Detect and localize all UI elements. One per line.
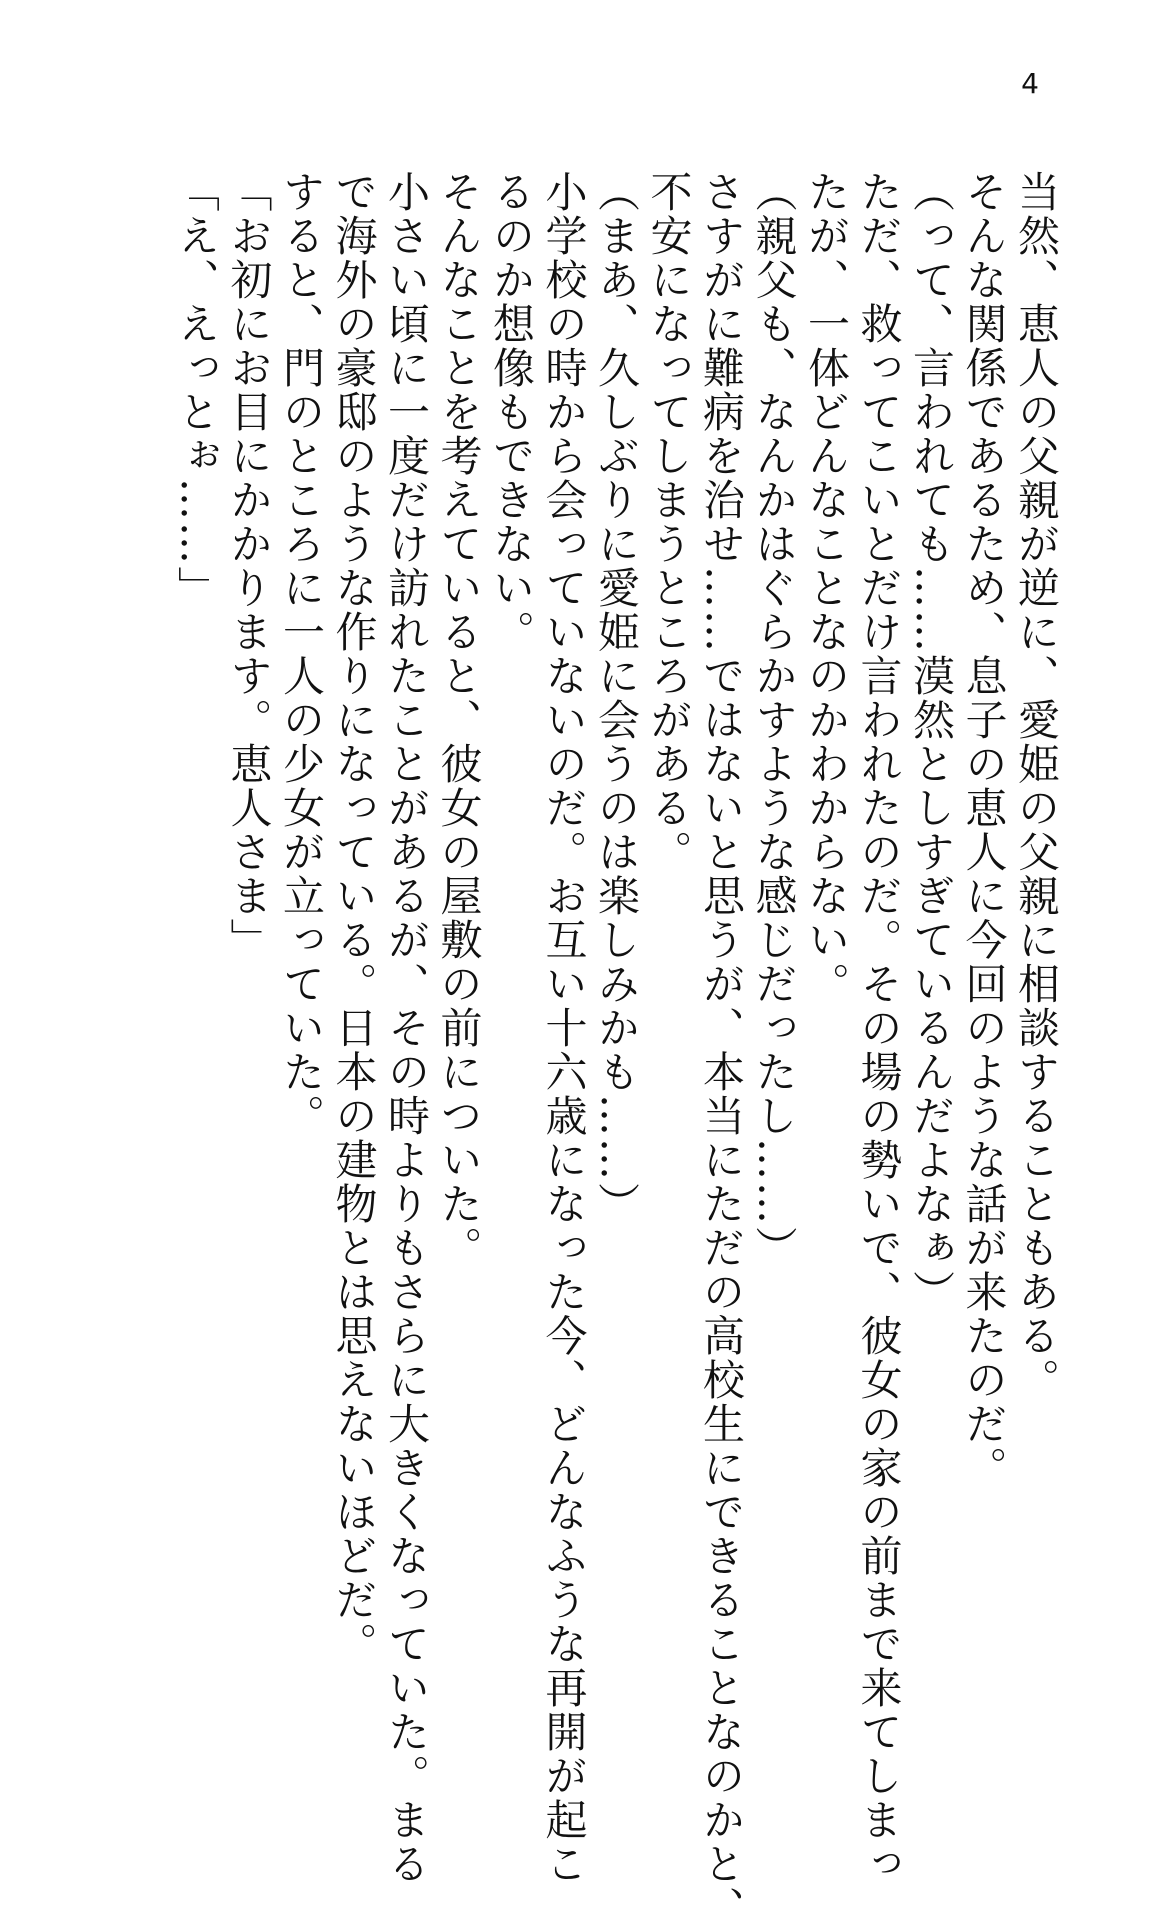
text-line: （親父も、なんかはぐらかすような感じだったし……） — [749, 170, 799, 1270]
text-line: そんな関係であるため、息子の恵人に今回のような話が来たのだ。 — [959, 170, 1009, 1490]
text-line: 「お初にお目にかかります。恵人さま」 — [224, 170, 274, 962]
text-line: 当然、恵人の父親が逆に、愛姫の父親に相談することもある。 — [1012, 170, 1061, 1402]
text-line: ただ、救ってこいとだけ言われたのだ。その場の勢いで、彼女の家の前まで来てしまっ — [854, 170, 904, 1886]
text-line: 小学校の時から会っていないのだ。お互い十六歳になった今、どんなふうな再開が起こ — [539, 170, 589, 1886]
text-line: （って、言われても……漠然としすぎているんだよなぁ） — [907, 170, 956, 1314]
text-line: るのか想像もできない。 — [487, 170, 536, 654]
text-line: （まあ、久しぶりに愛姫に会うのは楽しみかも……） — [592, 170, 641, 1226]
text-line: 不安になってしまうところがある。 — [644, 170, 694, 874]
page-number: 4 — [1021, 67, 1039, 100]
text-line: たが、一体どんなことなのかわからない。 — [802, 170, 851, 1006]
novel-body-text — [170, 170, 1063, 1930]
text-line: さすがに難病を治せ……ではないと思うが、本当にただの高校生にできることなのかと、 — [697, 170, 746, 1930]
text-line: そんなことを考えていると、彼女の屋敷の前についた。 — [434, 170, 484, 1270]
text-line: すると、門のところに一人の少女が立っていた。 — [277, 170, 326, 1138]
text-line: 小さい頃に一度だけ訪れたことがあるが、その時よりもさらに大きくなっていた。まる — [382, 170, 431, 1886]
text-line: で海外の豪邸のような作りになっている。日本の建物とは思えないほどだ。 — [329, 170, 379, 1666]
text-line: 「え、えっとぉ……」 — [172, 170, 221, 610]
